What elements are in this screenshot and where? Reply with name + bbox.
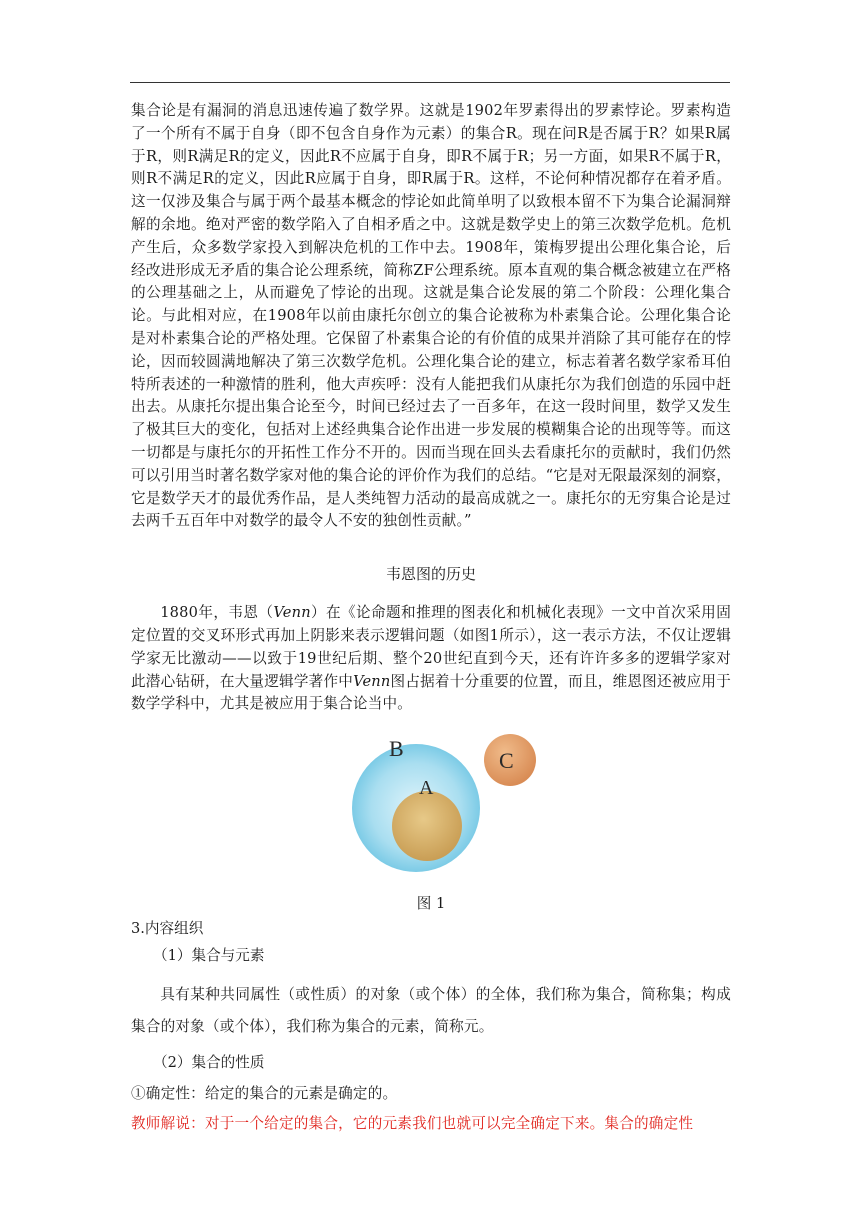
set-b-label: B [389, 736, 404, 762]
set-a-label: A [419, 777, 434, 800]
section-title-venn-history: 韦恩图的历史 [385, 565, 476, 584]
subheading-set-and-element: （1）集合与元素 [153, 947, 265, 965]
figure-caption: 图 1 [416, 895, 446, 913]
page-content [131, 100, 731, 1139]
set-c-label: C [499, 748, 514, 774]
venn-diagram [131, 734, 731, 884]
set-a-circle [392, 791, 462, 861]
content-heading: 3.内容组织 [131, 920, 204, 938]
paragraph-venn-history: 1880年，韦恩（Venn）在《论命题和推理的图表化和机械化表现》一文中首次采用固定位置的交叉环形式再加上阴影来表示逻辑问题（如图1所示），这一表示方法，不仅让逻辑学家无比激动——以致于19世纪后期、整个20世纪直到今天，还有许许多多的逻辑学家对此潜心钻研，在大量逻辑学著作中Venn图占据着十分重要的位置，而且，维恩图还被应用于数学学科中，尤其是被应用于集合论当中。 [131, 604, 731, 713]
venn-term: Venn [353, 672, 391, 690]
header-rule [130, 82, 730, 83]
venn-term: Venn [273, 604, 311, 622]
property-definiteness: ①确定性：给定的集合的元素是确定的。 [131, 1085, 398, 1103]
subheading-set-properties: （2）集合的性质 [153, 1054, 265, 1072]
venn-diagram-figure [131, 734, 731, 884]
paragraph-russell-paradox: 集合论是有漏洞的消息迅速传遍了数学界。这就是1902年罗素得出的罗素悖论。罗素构造了一个所有不属于自身（即不包含自身作为元素）的集合R。现在问R是否属于R？如果R属于R，则R满足R的定义，因此R不应属于自身，即R不属于R；另一方面，如果R不属于R，则R不满足R的定义，因此R应属于自身，即R属于R。这样，不论何种情况都存在着矛盾。这一仅涉及集合与属于两个最基本概念的悖论如此简单明了以致根本留不下为集合论漏洞辩解的余地。绝对严密的数学陷入了自相矛盾之中。这就是数学史上的第三次数学危机。危机产生后，众多数学家投入到解决危机的工作中去。1908年，策梅罗提出公理化集合论，后经改进形成无矛盾的集合论公理系统，简称ZF公理系统。原本直观的集合概念被建立在严格的公理基础之上，从而避免了悖论的出现。这就是集合论发展的第二个阶段：公理化集合论。与此相对应，在1908年以前由康托尔创立的集合论被称为朴素集合论。公理化集合论是对朴素集合论的严格处理。它保留了朴素集合论的有价值的成果并消除了其可能存在的悖论，因而较圆满地解决了第三次数学危机。公理化集合论的建立，标志着著名数学家希耳伯特所表述的一种激情的胜利，他大声疾呼：没有人能把我们从康托尔为我们创造的乐园中赶出去。从康托尔提出集合论至今，时间已经过去了一百多年，在这一段时间里，数学又发生了极其巨大的变化，包括对上述经典集合论作出进一步发展的模糊集合论的出现等等。而这一切都是与康托尔的开拓性工作分不开的。因而当现在回头去看康托尔的贡献时，我们仍然可以引用当时著名数学家对他的集合论的评价作为我们的总结。“它是对无限最深刻的洞察，它是数学天才的最优秀作品，是人类纯智力活动的最高成就之一。康托尔的无穷集合论是过去两千五百年中对数学的最令人不安的独创性贡献。” [131, 102, 731, 530]
teacher-note: 教师解说：对于一个给定的集合，它的元素我们也就可以完全确定下来。集合的确定性 [131, 1115, 694, 1133]
paragraph-set-definition: 具有某种共同属性（或性质）的对象（或个体）的全体，我们称为集合，简称集；构成集合的对象（或个体），我们称为集合的元素，简称元。 [131, 986, 731, 1036]
